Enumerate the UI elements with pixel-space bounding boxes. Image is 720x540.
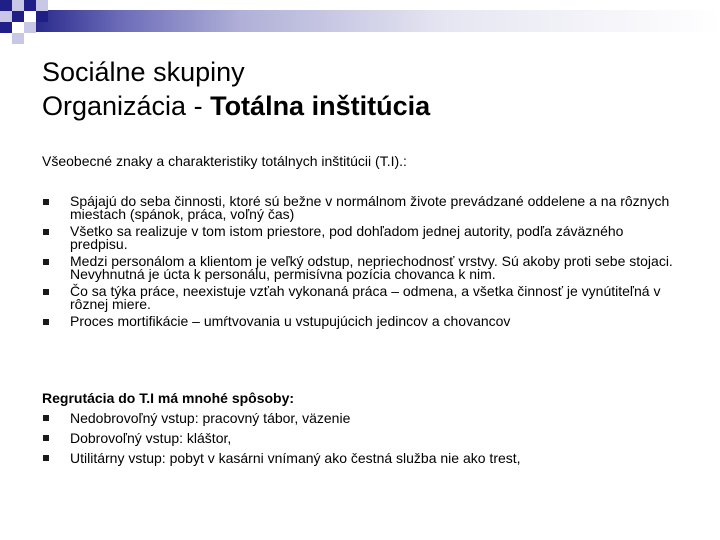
- title-line-1: Sociálne skupiny: [42, 57, 245, 87]
- list-item-text: Dobrovoľný vstup: kláštor,: [70, 430, 232, 446]
- list-item: [42, 285, 682, 310]
- list-item: [42, 410, 682, 426]
- square-bullet-icon: [43, 289, 49, 295]
- list-item-text: Všetko sa realizuje v tom istom priestore, pod dohľadom jednej autority, podľa záväzného predpisu.: [70, 223, 624, 252]
- regrutacia-heading: Regrutácia do T.I má mnohé spôsoby:: [42, 390, 295, 406]
- decor-square: [12, 0, 24, 11]
- list-item-text: Nedobrovoľný vstup: pracovný tábor, väzenie: [70, 410, 351, 426]
- list-item-text: Utilitárny vstup: pobyt v kasárni vnímaný ako čestná služba nie ako trest,: [70, 450, 521, 466]
- characteristics-list: [42, 195, 682, 333]
- list-item: [42, 195, 682, 220]
- header-decoration: [0, 0, 720, 40]
- decor-square: [36, 11, 48, 22]
- decor-square: [24, 0, 36, 11]
- decor-square: [0, 22, 12, 33]
- square-bullet-icon: [43, 319, 49, 325]
- list-item-text: Medzi personálom a klientom je veľký odstup, nepriechodnosť vrstvy. Sú akoby proti sebe stojaci. Nevyhnutná je úcta k personálu, permisívna pozícia chovanca k nim.: [70, 253, 673, 282]
- square-bullet-icon: [43, 259, 49, 265]
- slide-title: [42, 55, 430, 123]
- square-bullet-icon: [43, 199, 49, 205]
- decor-square: [0, 11, 12, 22]
- list-item: [42, 450, 682, 466]
- list-item: [42, 255, 682, 280]
- regrutacia-list: [42, 410, 682, 470]
- decor-square: [24, 22, 36, 33]
- title-line-2-plain: Organizácia -: [42, 91, 211, 121]
- decor-square: [12, 11, 24, 22]
- title-line-2-bold: Totálna inštitúcia: [210, 91, 431, 121]
- decor-square: [12, 33, 24, 44]
- list-item-text: Proces mortifikácie – umŕtvovania u vstupujúcich jedincov a chovancov: [70, 313, 511, 329]
- square-bullet-icon: [43, 435, 49, 441]
- list-item: [42, 225, 682, 250]
- square-bullet-icon: [43, 229, 49, 235]
- list-item-text: Čo sa týka práce, neexistuje vzťah vykonaná práca – odmena, a všetka činnosť je vynútiteľná v rôznej miere.: [70, 283, 661, 312]
- square-bullet-icon: [43, 455, 49, 461]
- list-item-text: Spájajú do seba činnosti, ktoré sú bežne v normálnom živote prevádzané oddelene a na rôznych miestach (spánok, práca, voľný čas): [70, 193, 670, 222]
- decor-square: [0, 0, 12, 11]
- intro-text: Všeobecné znaky a charakteristiky totálnych inštitúcii (T.I).:: [42, 153, 407, 169]
- decor-square: [36, 0, 48, 11]
- list-item: [42, 430, 682, 446]
- square-bullet-icon: [43, 415, 49, 421]
- header-gradient-bar: [36, 10, 720, 32]
- list-item: [42, 315, 682, 328]
